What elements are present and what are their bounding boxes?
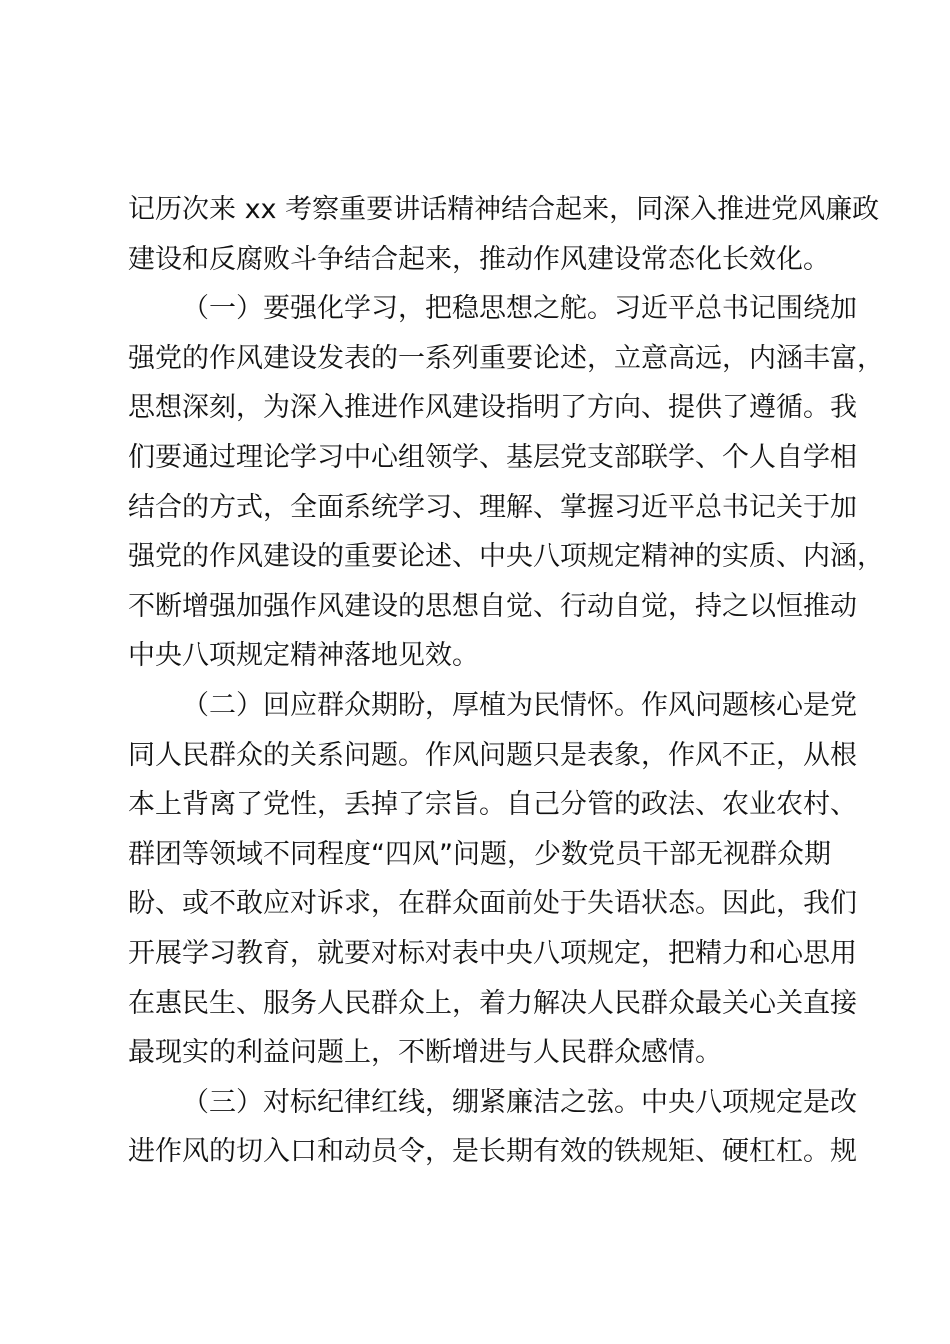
section-heading-line: （三）对标纪律红线，绷紧廉洁之弦。中央八项规定是改 [182,1086,857,1118]
text-line: 群团等领域不同程度“四风”问题，少数党员干部无视群众期 [128,838,831,870]
text-line: 不断增强加强作风建设的思想自觉、行动自觉，持之以恒推动 [128,590,857,622]
text-line: 本上背离了党性，丢掉了宗旨。自己分管的政法、农业农村、 [128,789,857,821]
text-line: 记历次来 xx 考察重要讲话精神结合起来，同深入推进党风廉政 [128,194,880,225]
text-line: 结合的方式，全面系统学习、理解、掌握习近平总书记关于加 [128,491,857,523]
text-line: 开展学习教育，就要对标对表中央八项规定，把精力和心思用 [128,937,857,969]
text-line: 思想深刻，为深入推进作风建设指明了方向、提供了遵循。我 [128,392,857,424]
text-line: 强党的作风建设的重要论述、中央八项规定精神的实质、内涵， [128,541,884,573]
section-heading-line: （一）要强化学习，把稳思想之舵。习近平总书记围绕加 [182,293,857,325]
text-line: 们要通过理论学习中心组领学、基层党支部联学、个人自学相 [128,441,857,473]
text-line: 同人民群众的关系问题。作风问题只是表象，作风不正，从根 [128,739,857,771]
text-line: 在惠民生、服务人民群众上，着力解决人民群众最关心关直接 [128,987,857,1019]
text-line: 最现实的利益问题上，不断增进与人民群众感情。 [128,1037,722,1069]
text-line: 进作风的切入口和动员令，是长期有效的铁规矩、硬杠杠。规 [128,1136,857,1168]
text-line: 建设和反腐败斗争结合起来，推动作风建设常态化长效化。 [128,243,830,275]
text-line: 强党的作风建设发表的一系列重要论述，立意高远，内涵丰富， [128,342,884,374]
section-heading-line: （二）回应群众期盼，厚植为民情怀。作风问题核心是党 [182,689,857,721]
document-body [128,185,884,1177]
text-line: 盼、或不敢应对诉求，在群众面前处于失语状态。因此，我们 [128,888,857,920]
text-line: 中央八项规定精神落地见效。 [128,640,479,672]
